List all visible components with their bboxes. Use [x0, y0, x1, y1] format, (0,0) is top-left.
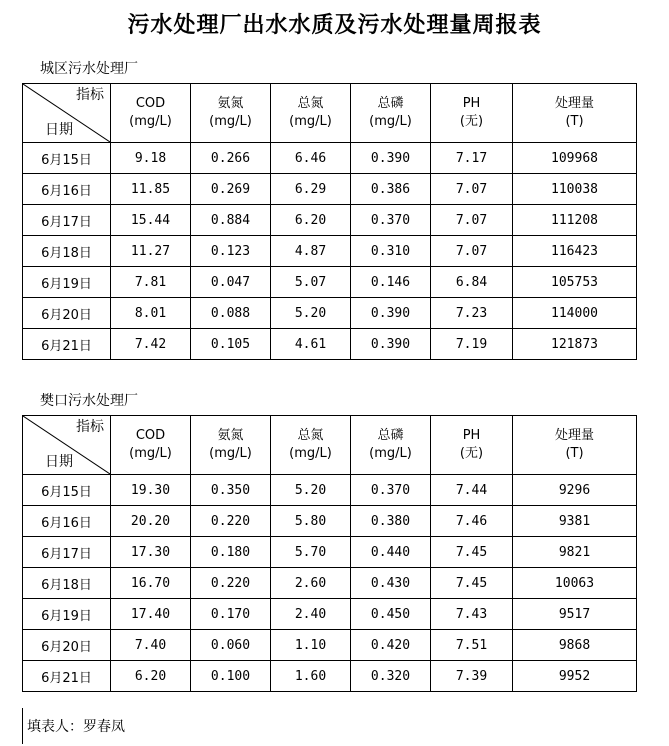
- table-row: [23, 329, 637, 360]
- value-cell: 19.30: [111, 475, 191, 506]
- column-header: [111, 416, 191, 475]
- value-cell: 0.350: [191, 475, 271, 506]
- value-cell: 0.370: [351, 205, 431, 236]
- value-cell: 0.390: [351, 329, 431, 360]
- value-cell: 7.17: [431, 143, 513, 174]
- value-cell: 0.370: [351, 475, 431, 506]
- date-cell: 6月17日: [23, 205, 111, 236]
- column-header-name: 总磷: [377, 428, 404, 443]
- value-cell: 2.60: [271, 568, 351, 599]
- value-cell: 0.380: [351, 506, 431, 537]
- column-header-name: COD: [135, 96, 166, 111]
- value-cell: 111208: [513, 205, 637, 236]
- value-cell: 0.310: [351, 236, 431, 267]
- value-cell: 0.386: [351, 174, 431, 205]
- value-cell: 0.220: [191, 568, 271, 599]
- column-header-name: 氨氮: [217, 428, 244, 443]
- column-header-unit: (T): [565, 446, 584, 461]
- value-cell: 0.266: [191, 143, 271, 174]
- column-header-unit: (mg/L): [369, 446, 412, 461]
- column-header-unit: (mg/L): [289, 114, 332, 129]
- table-row: [23, 205, 637, 236]
- value-cell: 1.60: [271, 661, 351, 692]
- section-label-fankou-plant: 樊口污水处理厂: [40, 393, 138, 409]
- value-cell: 7.46: [431, 506, 513, 537]
- corner-header-cell: [23, 416, 111, 475]
- column-header-name: 氨氮: [217, 96, 244, 111]
- date-cell: 6月21日: [23, 661, 111, 692]
- column-header-unit: (mg/L): [129, 114, 172, 129]
- value-cell: 105753: [513, 267, 637, 298]
- filled-by-label: 填表人：罗春凤: [27, 719, 125, 735]
- date-label: 日期: [45, 454, 73, 470]
- date-cell: 6月16日: [23, 174, 111, 205]
- table-row: [23, 537, 637, 568]
- column-header-name: COD: [135, 428, 166, 443]
- value-cell: 7.43: [431, 599, 513, 630]
- column-header: [513, 416, 637, 475]
- value-cell: 114000: [513, 298, 637, 329]
- column-header: [431, 84, 513, 143]
- value-cell: 7.07: [431, 236, 513, 267]
- value-cell: 8.01: [111, 298, 191, 329]
- value-cell: 9296: [513, 475, 637, 506]
- value-cell: 110038: [513, 174, 637, 205]
- table-row: [23, 267, 637, 298]
- header-row: [23, 416, 637, 475]
- value-cell: 6.29: [271, 174, 351, 205]
- date-cell: 6月20日: [23, 298, 111, 329]
- date-cell: 6月18日: [23, 236, 111, 267]
- value-cell: 15.44: [111, 205, 191, 236]
- column-header-name: 总氮: [297, 96, 324, 111]
- value-cell: 109968: [513, 143, 637, 174]
- value-cell: 6.46: [271, 143, 351, 174]
- value-cell: 6.20: [271, 205, 351, 236]
- value-cell: 4.61: [271, 329, 351, 360]
- value-cell: 9381: [513, 506, 637, 537]
- column-header-unit: (mg/L): [369, 114, 412, 129]
- column-header: [111, 84, 191, 143]
- value-cell: 16.70: [111, 568, 191, 599]
- date-cell: 6月21日: [23, 329, 111, 360]
- value-cell: 7.19: [431, 329, 513, 360]
- value-cell: 0.047: [191, 267, 271, 298]
- table-row: [23, 599, 637, 630]
- date-cell: 6月15日: [23, 143, 111, 174]
- column-header: [271, 416, 351, 475]
- table-row: [23, 506, 637, 537]
- value-cell: 5.80: [271, 506, 351, 537]
- table-row: [23, 661, 637, 692]
- value-cell: 7.51: [431, 630, 513, 661]
- value-cell: 7.45: [431, 537, 513, 568]
- date-cell: 6月15日: [23, 475, 111, 506]
- value-cell: 2.40: [271, 599, 351, 630]
- value-cell: 7.44: [431, 475, 513, 506]
- value-cell: 0.390: [351, 143, 431, 174]
- value-cell: 20.20: [111, 506, 191, 537]
- value-cell: 4.87: [271, 236, 351, 267]
- value-cell: 0.088: [191, 298, 271, 329]
- header-row: [23, 84, 637, 143]
- date-cell: 6月17日: [23, 537, 111, 568]
- date-cell: 6月19日: [23, 599, 111, 630]
- table-row: [23, 475, 637, 506]
- value-cell: 9517: [513, 599, 637, 630]
- value-cell: 0.220: [191, 506, 271, 537]
- column-header-unit: (mg/L): [289, 446, 332, 461]
- column-header-name: PH: [462, 428, 481, 443]
- value-cell: 5.07: [271, 267, 351, 298]
- section-label-urban-plant: 城区污水处理厂: [40, 61, 138, 77]
- table-row: [23, 174, 637, 205]
- column-header-unit: (mg/L): [209, 114, 252, 129]
- value-cell: 0.420: [351, 630, 431, 661]
- value-cell: 0.123: [191, 236, 271, 267]
- value-cell: 0.100: [191, 661, 271, 692]
- value-cell: 6.20: [111, 661, 191, 692]
- value-cell: 17.30: [111, 537, 191, 568]
- column-header-name: 总氮: [297, 428, 324, 443]
- indicator-label: 指标: [76, 87, 104, 103]
- value-cell: 10063: [513, 568, 637, 599]
- value-cell: 7.45: [431, 568, 513, 599]
- column-header-unit: (无): [459, 446, 484, 461]
- value-cell: 5.70: [271, 537, 351, 568]
- value-cell: 0.440: [351, 537, 431, 568]
- column-header-unit: (无): [459, 114, 484, 129]
- date-cell: 6月16日: [23, 506, 111, 537]
- value-cell: 0.390: [351, 298, 431, 329]
- column-header-unit: (mg/L): [209, 446, 252, 461]
- column-header: [351, 84, 431, 143]
- table-row: [23, 298, 637, 329]
- value-cell: 11.85: [111, 174, 191, 205]
- column-header-name: 总磷: [377, 96, 404, 111]
- indicator-label: 指标: [76, 419, 104, 435]
- value-cell: 7.42: [111, 329, 191, 360]
- value-cell: 6.84: [431, 267, 513, 298]
- value-cell: 0.884: [191, 205, 271, 236]
- value-cell: 7.81: [111, 267, 191, 298]
- value-cell: 0.320: [351, 661, 431, 692]
- table-row: [23, 568, 637, 599]
- value-cell: 9.18: [111, 143, 191, 174]
- column-header: [513, 84, 637, 143]
- date-cell: 6月19日: [23, 267, 111, 298]
- column-header: [431, 416, 513, 475]
- column-header-name: PH: [462, 96, 481, 111]
- column-header-unit: (mg/L): [129, 446, 172, 461]
- value-cell: 9868: [513, 630, 637, 661]
- value-cell: 5.20: [271, 298, 351, 329]
- date-cell: 6月20日: [23, 630, 111, 661]
- column-header: [271, 84, 351, 143]
- value-cell: 0.146: [351, 267, 431, 298]
- column-header-name: 处理量: [554, 96, 594, 111]
- column-header-name: 处理量: [554, 428, 594, 443]
- value-cell: 7.07: [431, 205, 513, 236]
- value-cell: 121873: [513, 329, 637, 360]
- value-cell: 7.39: [431, 661, 513, 692]
- date-cell: 6月18日: [23, 568, 111, 599]
- value-cell: 1.10: [271, 630, 351, 661]
- value-cell: 9821: [513, 537, 637, 568]
- column-header: [191, 416, 271, 475]
- value-cell: 17.40: [111, 599, 191, 630]
- value-cell: 0.105: [191, 329, 271, 360]
- value-cell: 7.40: [111, 630, 191, 661]
- value-cell: 0.170: [191, 599, 271, 630]
- value-cell: 7.07: [431, 174, 513, 205]
- footer: [22, 708, 323, 744]
- report-title: 污水处理厂出水水质及污水处理量周报表: [127, 12, 542, 38]
- urban-plant-table: [22, 83, 637, 360]
- column-header: [351, 416, 431, 475]
- table-row: [23, 143, 637, 174]
- table-row: [23, 630, 637, 661]
- date-label: 日期: [45, 122, 73, 138]
- table-row: [23, 236, 637, 267]
- fankou-plant-table: [22, 415, 637, 692]
- value-cell: 0.180: [191, 537, 271, 568]
- value-cell: 0.060: [191, 630, 271, 661]
- value-cell: 5.20: [271, 475, 351, 506]
- value-cell: 116423: [513, 236, 637, 267]
- column-header: [191, 84, 271, 143]
- value-cell: 0.450: [351, 599, 431, 630]
- value-cell: 0.430: [351, 568, 431, 599]
- value-cell: 11.27: [111, 236, 191, 267]
- value-cell: 9952: [513, 661, 637, 692]
- column-header-unit: (T): [565, 114, 584, 129]
- value-cell: 7.23: [431, 298, 513, 329]
- corner-header-cell: [23, 84, 111, 143]
- value-cell: 0.269: [191, 174, 271, 205]
